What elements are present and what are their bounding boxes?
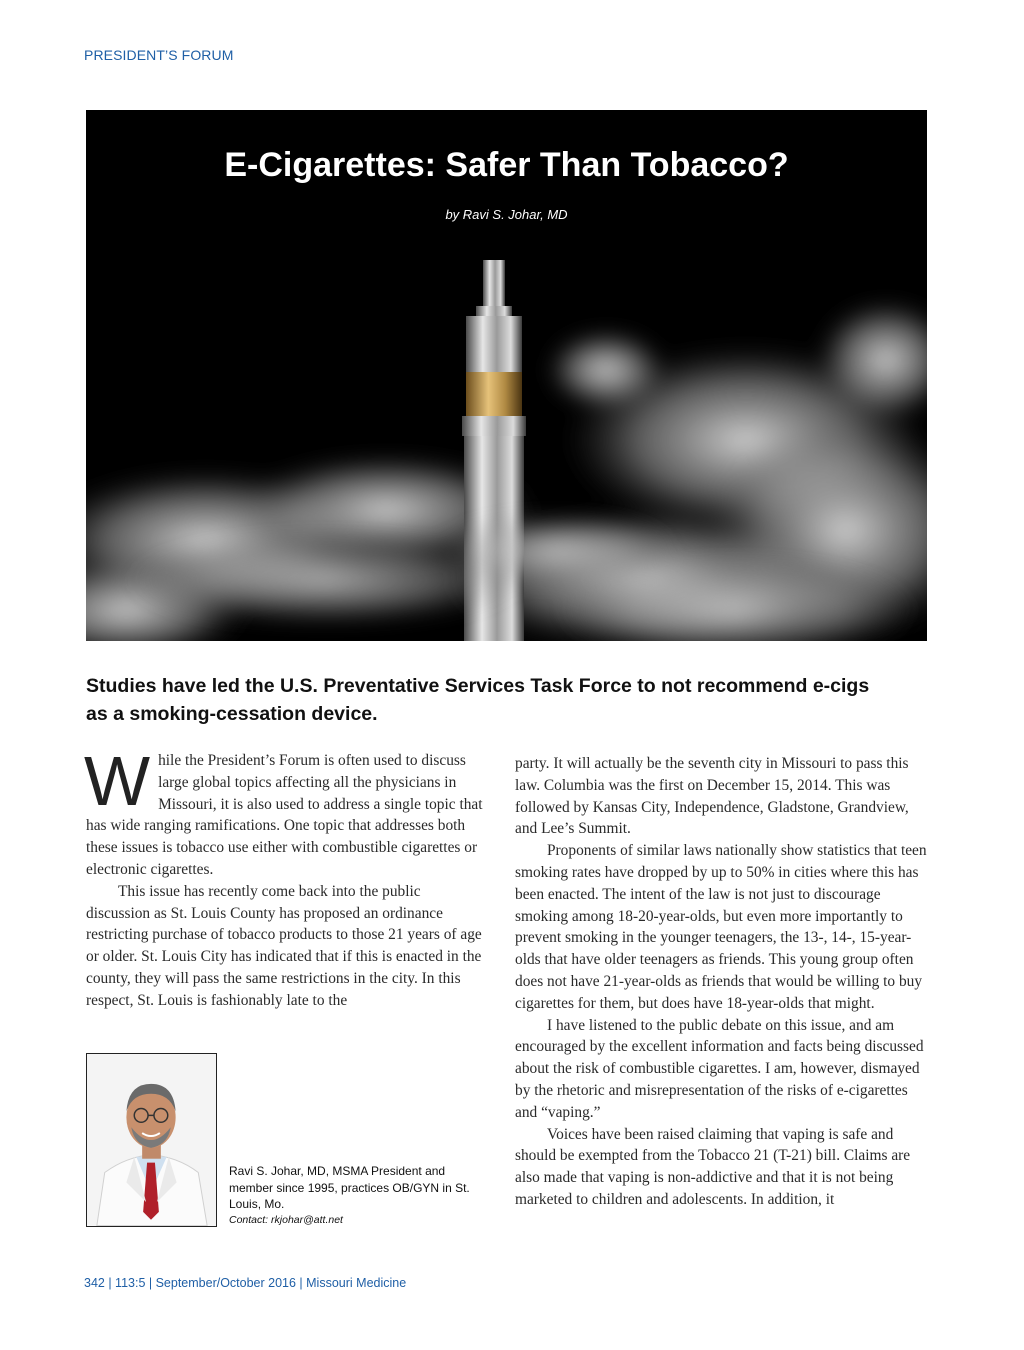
page-footer: 342 | 113:5 | September/October 2016 | Missouri Medicine bbox=[84, 1276, 407, 1290]
hero-image bbox=[86, 110, 927, 641]
caption-text: Ravi S. Johar, MD, MSMA President and member since 1995, practices OB/GYN in St. Louis, Mo. bbox=[229, 1164, 470, 1211]
article-title: E-Cigarettes: Safer Than Tobacco? bbox=[224, 146, 789, 184]
section-label: PRESIDENT’S FORUM bbox=[84, 47, 234, 63]
e-cigarette-photo bbox=[86, 110, 927, 641]
article-subheading: Studies have led the U.S. Preventative Services Task Force to not recommend e-cigs as a smoking-cessation device. bbox=[86, 675, 870, 725]
article-paragraph-3: party. It will actually be the seventh city in Missouri to pass this law. Columbia was the first on December 15, 2014. This was followed by Kansas City, Independence, Gladstone, Grandview, and Lee’s Summit. bbox=[515, 755, 909, 838]
article-column-right bbox=[515, 753, 927, 1211]
article-paragraph-1 bbox=[84, 742, 488, 881]
drop-cap: W bbox=[84, 742, 151, 820]
author-portrait-icon bbox=[87, 1054, 216, 1226]
article-byline: by Ravi S. Johar, MD bbox=[445, 207, 568, 222]
article-column-left bbox=[84, 742, 488, 1012]
article-paragraph-5: I have listened to the public debate on this issue, and am encouraged by the excellent information and facts being discussed about the risk of combustible cigarettes. I am, however, dismayed by the rhetoric and misrepresentation of the risks of e-cigarettes and “vaping.” bbox=[515, 1016, 924, 1121]
article-paragraph-6: Voices have been raised claiming that vaping is safe and should be exempted from the Tobacco 21 (T-21) bill. Claims are also made that vaping is non-addictive and that it is not being marketed to children and adolescents. In addition, it bbox=[515, 1125, 911, 1208]
author-photo bbox=[86, 1053, 217, 1227]
article-paragraph-4: Proponents of similar laws nationally show statistics that teen smoking rates have dropped by up to 50% in cities where this has been enacted. The intent of the law is not just to discourage smoking among 18-20-year-olds, but even more importantly to prevent smoking in the younger teenagers, the 13-, 14-, 15-year-olds that have older teenagers as friends. This young group often does not have 21-year-olds as friends that would be willing to buy cigarettes for them, but does have 18-year-olds that might. bbox=[515, 842, 927, 1012]
article-paragraph-2: This issue has recently come back into the public discussion as St. Louis County has proposed an ordinance restricting purchase of tobacco products to those 21 years of age or older. St. Louis City has indicated that if this is enacted in the county, they will pass the same restrictions in the city. In this respect, St. Louis is fashionably late to the bbox=[86, 882, 482, 1009]
caption-contact: Contact: rkjohar@att.net bbox=[229, 1213, 343, 1226]
author-caption bbox=[229, 1163, 489, 1227]
paragraph-text: hile the President’s Forum is often used to discuss large global topics affecting all the physicians in Missouri, it is also used to address a single topic that has wide ranging ramifications. One topic that addresses both these issues is tobacco use either with combustible cigarettes or electronic cigarettes. bbox=[86, 752, 483, 878]
